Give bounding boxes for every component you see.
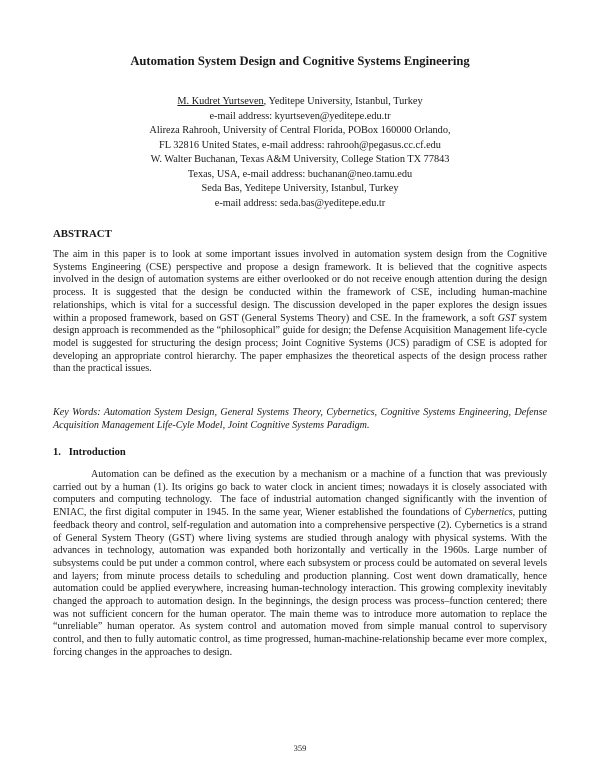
author-line: e-mail address: seda.bas@yeditepe.edu.tr [214, 197, 386, 209]
author-line: Seda Bas, Yeditepe University, Istanbul, Turkey [201, 183, 399, 194]
intro-text: Automation can be defined as the execution by a mechanism or a machine of a function that was previously carried out by a human (1). Its origins go back to water clock in ancient times; nowadays it is closely associated with computers and computing technology. The face of industrial automation changed significantly with the invention of ENIAC, the first digital computer in 1945. In the same year, Wiener established the foundations of [53, 469, 547, 519]
introduction-paragraph [53, 469, 547, 660]
author-name: M. Kudret Yurtseven [177, 96, 264, 107]
author-line: Alireza Rahrooh, University of Central Florida, POBox 160000 Orlando, [149, 125, 451, 136]
abstract-text: The aim in this paper is to look at some important issues involved in automation system design from the Cognitive Systems Engineering (CSE) perspective and propose a design framework. It is believed that the cognitive aspects involved in the design of automation systems are either overlooked or do not receive enough attention during the design process. It is suggested that the design be conducted within the framework of CSE, including human-machine relationships, which is vital for a successful design. The discussion developed in the paper explores the design issues within a proposed framework, based on GST (General Systems Theory) and CSE. In the framework, a soft [53, 249, 547, 324]
author-affiliation: , Yeditepe University, Istanbul, Turkey [263, 96, 423, 107]
author-line: W. Walter Buchanan, Texas A&M University, College Station TX 77843 [150, 154, 450, 165]
author-block [0, 95, 600, 211]
author-line: FL 32816 United States, e-mail address: rahrooh@pegasus.cc.cf.edu [159, 139, 441, 151]
paper-title: Automation System Design and Cognitive Systems Engineering [130, 54, 470, 68]
keywords-paragraph: Key Words: Automation System Design, General Systems Theory, Cybernetics, Cognitive Systems Engineering, Defense Acquisition Management Life-Cyle Model, Joint Cognitive Systems Paradigm. [53, 407, 547, 431]
abstract-paragraph [53, 249, 547, 376]
intro-text: , putting feedback theory and control, self-regulation and automation into a comprehensive perspective (2). Cybernetics is a strand of General System Theory (GST) where living systems are studied through analogy with physical systems. With the advances in technology, automation was expanded both horizontally and vertically in the 1960s. Large number of subsystems could be put under a common control, where each subsystem or process could be automated on several levels and layers; from minute process details to scheduling and production planning. Cost went down dramatically, hence automation could be applied everywhere, increasing human-technology interaction. This growing complexity inevitably changed the approach to automation design. In the beginnings, the design process was process–function centered; there was not sufficient concern for the human operator. The main theme was to introduce more automation to replace the “unreliable” human operator. As system control and automation moved from simple manual control to supervisory control, and then to fully automatic control, as time progressed, human-machine-relationship became ever more complex, forcing changes in the approaches to design. [53, 507, 547, 658]
section-heading-introduction: 1. Introduction [53, 447, 126, 458]
intro-emphasis: Cybernetics [464, 507, 513, 519]
abstract-text: system design approach is recommended as the “philosophical” guide for design; the Defense Acquisition Management life-cycle model is suggested for structuring the design process; Joint Cognitive Systems (JCS) paradigm of CSE is adopted for developing an appropriate control hierarchy. The paper emphasizes the theoretical aspects of the design process rather than the practical issues. [53, 312, 548, 375]
author-line [0, 95, 600, 110]
page-number: 359 [293, 743, 307, 753]
author-line: e-mail address: kyurtseven@yeditepe.edu.tr [209, 110, 391, 122]
author-line: Texas, USA, e-mail address: buchanan@neo.tamu.edu [187, 168, 413, 180]
abstract-emphasis: GST [497, 312, 516, 324]
abstract-heading: ABSTRACT [53, 228, 112, 240]
